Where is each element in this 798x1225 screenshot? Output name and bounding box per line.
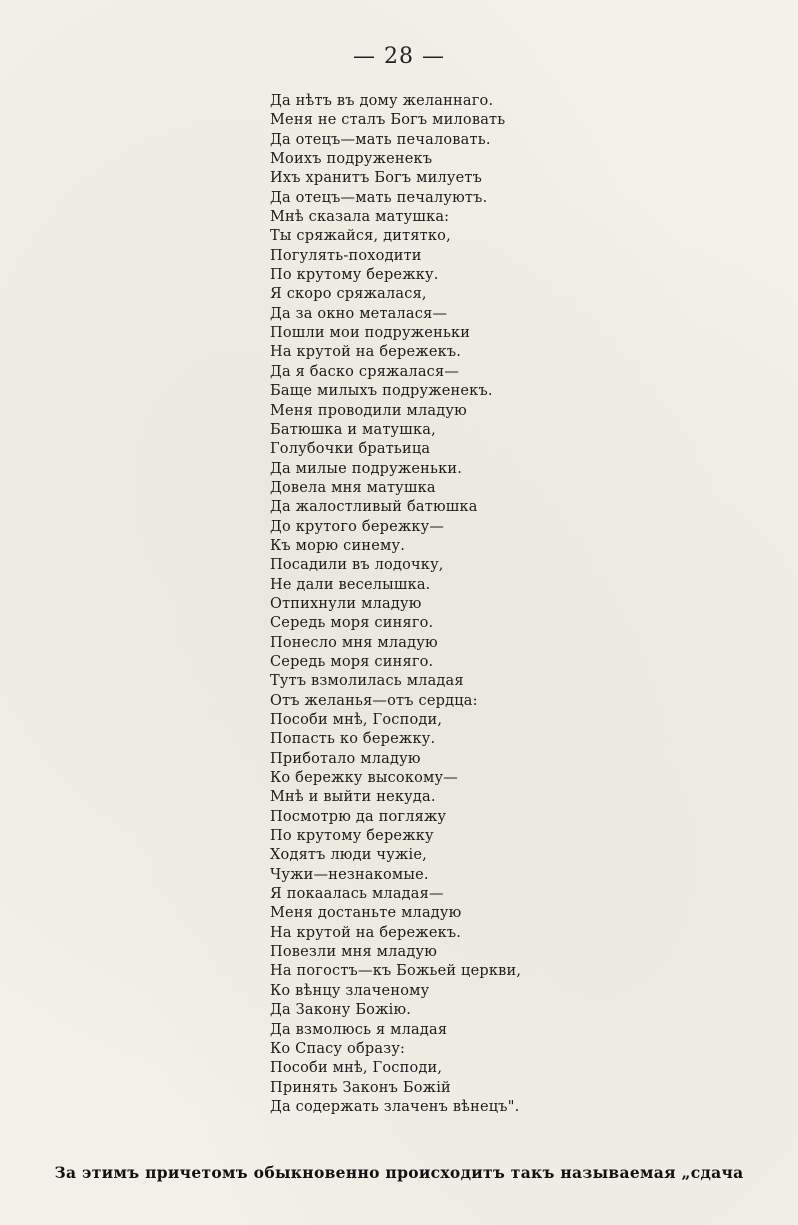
verse-line: Меня проводили младую xyxy=(270,402,467,419)
verse-line: На крутой на бережекъ. xyxy=(270,924,462,941)
verse-line: Пособи мнѣ, Господи, xyxy=(270,1060,443,1077)
verse-line: Середь моря синяго. xyxy=(270,615,434,632)
page-number: — 28 — xyxy=(353,44,445,69)
verse-line: Тутъ взмолилась младая xyxy=(270,673,464,690)
verse-line: Да отецъ—мать печалуютъ. xyxy=(270,189,488,206)
verse-line: Ихъ хранитъ Богъ милуетъ xyxy=(270,170,483,187)
verse-line: Пособи мнѣ, Господи, xyxy=(270,712,443,728)
verse-line: Ты сряжайся, дитятко, xyxy=(270,228,451,245)
verse-line: Попасть ко бережку. xyxy=(270,731,436,748)
verse-line: Отъ желанья—отъ сердца: xyxy=(270,692,478,709)
verse-line: Понесло мня младую xyxy=(270,634,438,651)
verse-line: Посадили въ лодочку, xyxy=(270,557,444,574)
verse-line: Погулять-походити xyxy=(270,247,422,264)
verse-line: По крутому бережку xyxy=(270,828,434,845)
verse-line: Чужи—незнакомые. xyxy=(270,866,429,883)
verse-line: Да отецъ—мать печаловать. xyxy=(270,131,491,148)
verse-line: Меня не сталъ Богъ миловать xyxy=(270,112,506,129)
verse-line: Къ морю синему. xyxy=(270,537,406,554)
verse-line: Я покаалась младая— xyxy=(270,886,444,903)
verse-line: Да содержать злаченъ вѣнецъ". xyxy=(270,1098,520,1115)
verse-line: Да нѣтъ въ дому желаннаго. xyxy=(270,93,494,109)
verse-line: До крутого бережку— xyxy=(270,518,445,535)
verse-line: Ко бережку высокому— xyxy=(270,770,458,787)
verse-line: Не дали веселышка. xyxy=(270,576,431,593)
verse-line: Мнѣ сказала матушка: xyxy=(270,209,450,226)
verse-line: Ходятъ люди чужіе, xyxy=(270,847,427,864)
verse-line: Да за окно металася— xyxy=(270,305,448,322)
verse-line: Батюшка и матушка, xyxy=(270,421,436,438)
verse-line: Моихъ подруженекъ xyxy=(270,151,433,168)
verse-line: Посмотрю да погляжу xyxy=(270,808,447,825)
verse-line: Голубочки братьица xyxy=(270,441,431,458)
verse-line: На крутой на бережекъ. xyxy=(270,344,462,361)
verse-line: Довела мня матушка xyxy=(270,479,436,496)
verse-line: Повезли мня младую xyxy=(270,944,438,961)
verse-block xyxy=(270,92,521,1117)
verse-line: Баще милыхъ подруженекъ. xyxy=(270,383,493,400)
verse-line: Да жалостливый батюшка xyxy=(270,499,478,516)
verse-line: Принять Законъ Божій xyxy=(270,1079,451,1096)
verse-line: Да я баско сряжалася— xyxy=(270,363,460,380)
verse-line: Мнѣ и выйти некуда. xyxy=(270,789,436,806)
verse-line: Да милые подруженьки. xyxy=(270,460,463,477)
verse-line: Да взмолюсь я младая xyxy=(270,1021,448,1038)
verse-line: Да Закону Божію. xyxy=(270,1002,412,1019)
verse-line: Я скоро сряжалася, xyxy=(270,286,427,303)
verse-line: Приботало младую xyxy=(270,750,421,767)
verse-line: Середь моря синяго. xyxy=(270,653,434,670)
verse-line: На погостъ—къ Божьей церкви, xyxy=(270,963,522,980)
verse-line: Ко вѣнцу злаченому xyxy=(270,982,430,999)
verse-line: Меня достаньте младую xyxy=(270,905,462,922)
footer-paragraph: За этимъ причетомъ обыкновенно происходитъ такъ называемая „сдача xyxy=(54,1163,744,1182)
verse-line: Отпихнули младую xyxy=(270,595,422,612)
verse-line: Ко Спасу образу: xyxy=(270,1040,406,1057)
verse-line: По крутому бережку. xyxy=(270,267,439,284)
verse-line: Пошли мои подруженьки xyxy=(270,325,471,342)
